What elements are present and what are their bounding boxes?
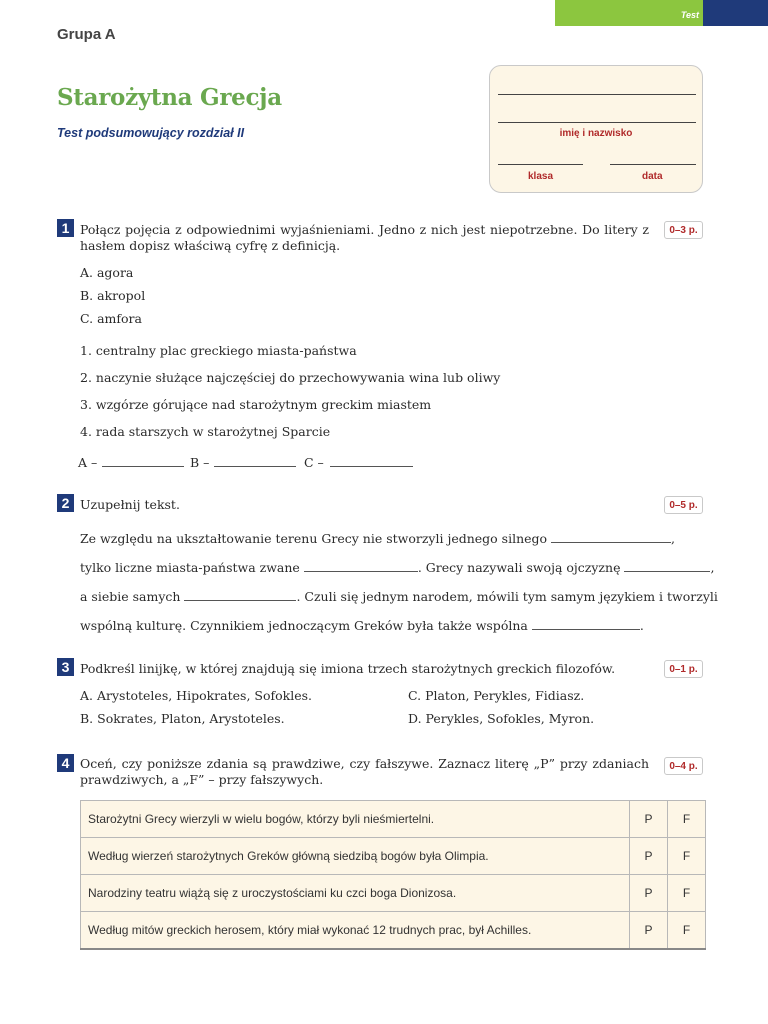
fill-text: . Grecy nazywali swoją ojczyznę — [417, 560, 621, 575]
fill-text: tylko liczne miasta-państwa zwane — [80, 560, 300, 575]
fill-line — [80, 559, 714, 576]
page-title: Starożytna Grecja — [57, 84, 282, 111]
fill-line — [80, 617, 644, 634]
false-option[interactable]: F — [668, 912, 706, 950]
term-item: B. akropol — [80, 288, 146, 303]
true-option[interactable]: P — [630, 838, 668, 875]
top-tab-blue — [703, 0, 768, 26]
definition-item: 3. wzgórze górujące nad starożytnym greckim miastem — [80, 397, 432, 412]
answer-c-label: C – — [304, 455, 324, 470]
answer-a-blank[interactable] — [102, 466, 184, 467]
term-item: C. amfora — [80, 311, 142, 326]
task-number: 3 — [57, 658, 74, 676]
name-label: imię i nazwisko — [559, 128, 633, 139]
statement-cell: Starożytni Grecy wierzyli w wielu bogów, którzy byli nieśmiertelni. — [81, 801, 630, 838]
true-false-table — [80, 800, 706, 950]
true-option[interactable]: P — [630, 912, 668, 950]
definition-item: 2. naczynie służące najczęściej do przechowywania wina lub oliwy — [80, 370, 501, 385]
statement-cell: Według mitów greckich herosem, który miał wykonać 12 trudnych prac, był Achilles. — [81, 912, 630, 950]
answer-a-label: A – — [78, 455, 98, 470]
page-subtitle: Test podsumowujący rozdział II — [57, 126, 245, 140]
fill-text: . — [639, 618, 644, 633]
option-b[interactable]: B. Sokrates, Platon, Arystoteles. — [80, 711, 285, 726]
option-c[interactable]: C. Platon, Perykles, Fidiasz. — [408, 688, 585, 703]
fill-text: . Czuli się jednym narodem, mówili tym samym językiem i tworzyli — [296, 589, 718, 604]
true-option[interactable]: P — [630, 875, 668, 912]
fill-text: Ze względu na ukształtowanie terenu Grecy nie stworzyli jednego silnego — [80, 531, 548, 546]
table-row — [81, 912, 706, 950]
table-row — [81, 801, 706, 838]
true-option[interactable]: P — [630, 801, 668, 838]
table-row — [81, 838, 706, 875]
answer-c-blank[interactable] — [330, 466, 413, 467]
points-badge: 0–1 p. — [664, 660, 703, 678]
answer-b-label: B – — [190, 455, 210, 470]
fill-blank[interactable] — [304, 559, 418, 572]
name-line-2[interactable] — [498, 122, 696, 123]
table-row — [81, 875, 706, 912]
task-number: 4 — [57, 754, 74, 772]
term-item: A. agora — [80, 265, 134, 280]
fill-line — [80, 530, 675, 547]
fill-blank[interactable] — [532, 617, 640, 630]
task-instruction: Uzupełnij tekst. — [80, 497, 180, 512]
fill-blank[interactable] — [551, 530, 671, 543]
points-badge: 0–4 p. — [664, 757, 703, 775]
answer-b-blank[interactable] — [214, 466, 296, 467]
task-number: 2 — [57, 494, 74, 512]
task-number: 1 — [57, 219, 74, 237]
task-instruction: Połącz pojęcia z odpowiednimi wyjaśnieniami. Jedno z nich jest niepotrzebne. Do litery z hasłem dopisz właściwą cyfrę z definicją. — [80, 222, 649, 253]
points-badge: 0–5 p. — [664, 496, 703, 514]
fill-text: , — [710, 560, 715, 575]
class-label: klasa — [528, 171, 554, 182]
option-a[interactable]: A. Arystoteles, Hipokrates, Sofokles. — [80, 688, 312, 703]
option-d[interactable]: D. Perykles, Sofokles, Myron. — [408, 711, 595, 726]
fill-line — [80, 588, 718, 605]
task-instruction: Podkreśl linijkę, w której znajdują się imiona trzech starożytnych greckich filozofów. — [80, 661, 616, 676]
date-label: data — [642, 171, 663, 182]
fill-blank[interactable] — [184, 588, 296, 601]
task-instruction: Oceń, czy poniższe zdania są prawdziwe, czy fałszywe. Zaznacz literę „P” przy zdaniach prawdziwych, a „F” – przy fałszywych. — [80, 756, 649, 787]
class-line[interactable] — [498, 164, 583, 165]
false-option[interactable]: F — [668, 801, 706, 838]
statement-cell: Narodziny teatru wiążą się z uroczystościami ku czci boga Dionizosa. — [81, 875, 630, 912]
points-badge: 0–3 p. — [664, 221, 703, 239]
definition-item: 4. rada starszych w starożytnej Sparcie — [80, 424, 331, 439]
definition-item: 1. centralny plac greckiego miasta-państwa — [80, 343, 357, 358]
false-option[interactable]: F — [668, 838, 706, 875]
fill-blank[interactable] — [624, 559, 710, 572]
student-info-box — [489, 65, 703, 193]
group-label: Grupa A — [57, 26, 116, 43]
fill-text: a siebie samych — [80, 589, 181, 604]
fill-text: wspólną kulturę. Czynnikiem jednoczącym Greków była także wspólna — [80, 618, 528, 633]
date-line[interactable] — [610, 164, 696, 165]
false-option[interactable]: F — [668, 875, 706, 912]
fill-text: , — [671, 531, 676, 546]
statement-cell: Według wierzeń starożytnych Greków główną siedzibą bogów była Olimpia. — [81, 838, 630, 875]
name-line-1[interactable] — [498, 94, 696, 95]
tab-label: Test — [680, 10, 699, 20]
